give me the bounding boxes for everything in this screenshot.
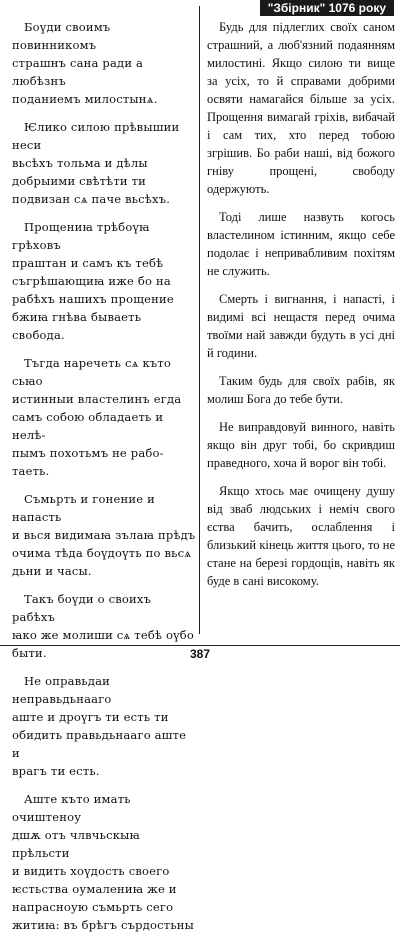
header-badge: "Збірник" 1076 року [260,0,394,16]
left-paragraph: Такъ боүди о своихъ рабѣхъ ꙗко же молиши сѧ тебѣ оүбо быти. [12,592,195,660]
page-number: 387 [189,647,211,661]
left-paragraph: Прощениꙗ трѣбоүꙗ грѣховъ праштан и самъ къ тебѣ съгрѣшающиꙗ иже бо на рабѣхъ нашихъ прощение бжиꙗ гнѣва бываеть свобода. [12,220,174,342]
right-paragraph: Якщо хтось має очищену душу від зваб людських і неміч свого єства бачить, ослаблення і близький кінець життя цього, то не стане на березі гордощів, навіть як буде в сані високому. [207,484,395,588]
right-paragraph: Тоді лише назвуть когось властелином істинним, якщо себе подолає і непривабливим похітям не служить. [207,210,395,278]
left-paragraph: Аште къто имать очиштеноу дшѫ отъ члвчьскыꙗ прѣльсти и видить хоүдость своего ѥстьства оумалениꙗ же и напрасноую съмьрть сего житиꙗ: въ брѣгъ сърдостьны [12,792,195,932]
right-paragraph: Смерть і вигнання, і напасті, і видимі всі нещастя перед очима твоїми най завжди будуть в усі дні й години. [207,292,395,360]
column-divider [199,6,200,634]
ukrainian-translation-column [207,18,395,600]
left-paragraph: Боүди своимъ повинникомъ страшнъ сана ради а любѣзнъ поданиемъ милостынѧ. [12,20,158,106]
right-paragraph: Не виправдовуй винного, навіть якщо він друг тобі, бо скривдиш праведного, хоча й ворог він тобі. [207,420,395,470]
footer-rule [0,645,400,646]
left-paragraph: Съмьрть и гонение и напасть и вься видимаꙗ зълаꙗ прѣдъ очима тѣда боүдоүть по вьсѧ дьни и часы. [12,492,196,578]
old-church-slavonic-column [12,18,197,944]
left-paragraph: Ѥлико силою прѣвышии неси вьсѣхъ тольма и дѣлы добрыими свѣтѣти ти подвизан сѧ паче вьсѣхъ. [12,120,180,206]
left-paragraph: Не оправьдаи неправьдьнааго аште и дроүгъ ти есть ти обидить правьдьнааго аште и врагъ ти есть. [12,674,187,778]
left-paragraph: Тъгда наречеть сѧ къто сьꙗо истинныи властелинъ егда самъ собою обладаеть и нелѣ- пымъ похотьмъ не рабо- таеть. [12,356,182,478]
right-paragraph: Таким будь для своїх рабів, як молиш Бога до тебе бути. [207,374,395,406]
right-paragraph: Будь для підлеглих своїх саном страшний, а люб'язний подаянням милостині. Якщо силою ти вище за усіх, то й справами добрими освяти намагайся більше за усіх. Прощення вимагай гріхів, вибачай і сам тих, хто перед тобою згрішив. Бо раби наші, від божого гніву прощені, свободу одержують. [207,20,395,196]
